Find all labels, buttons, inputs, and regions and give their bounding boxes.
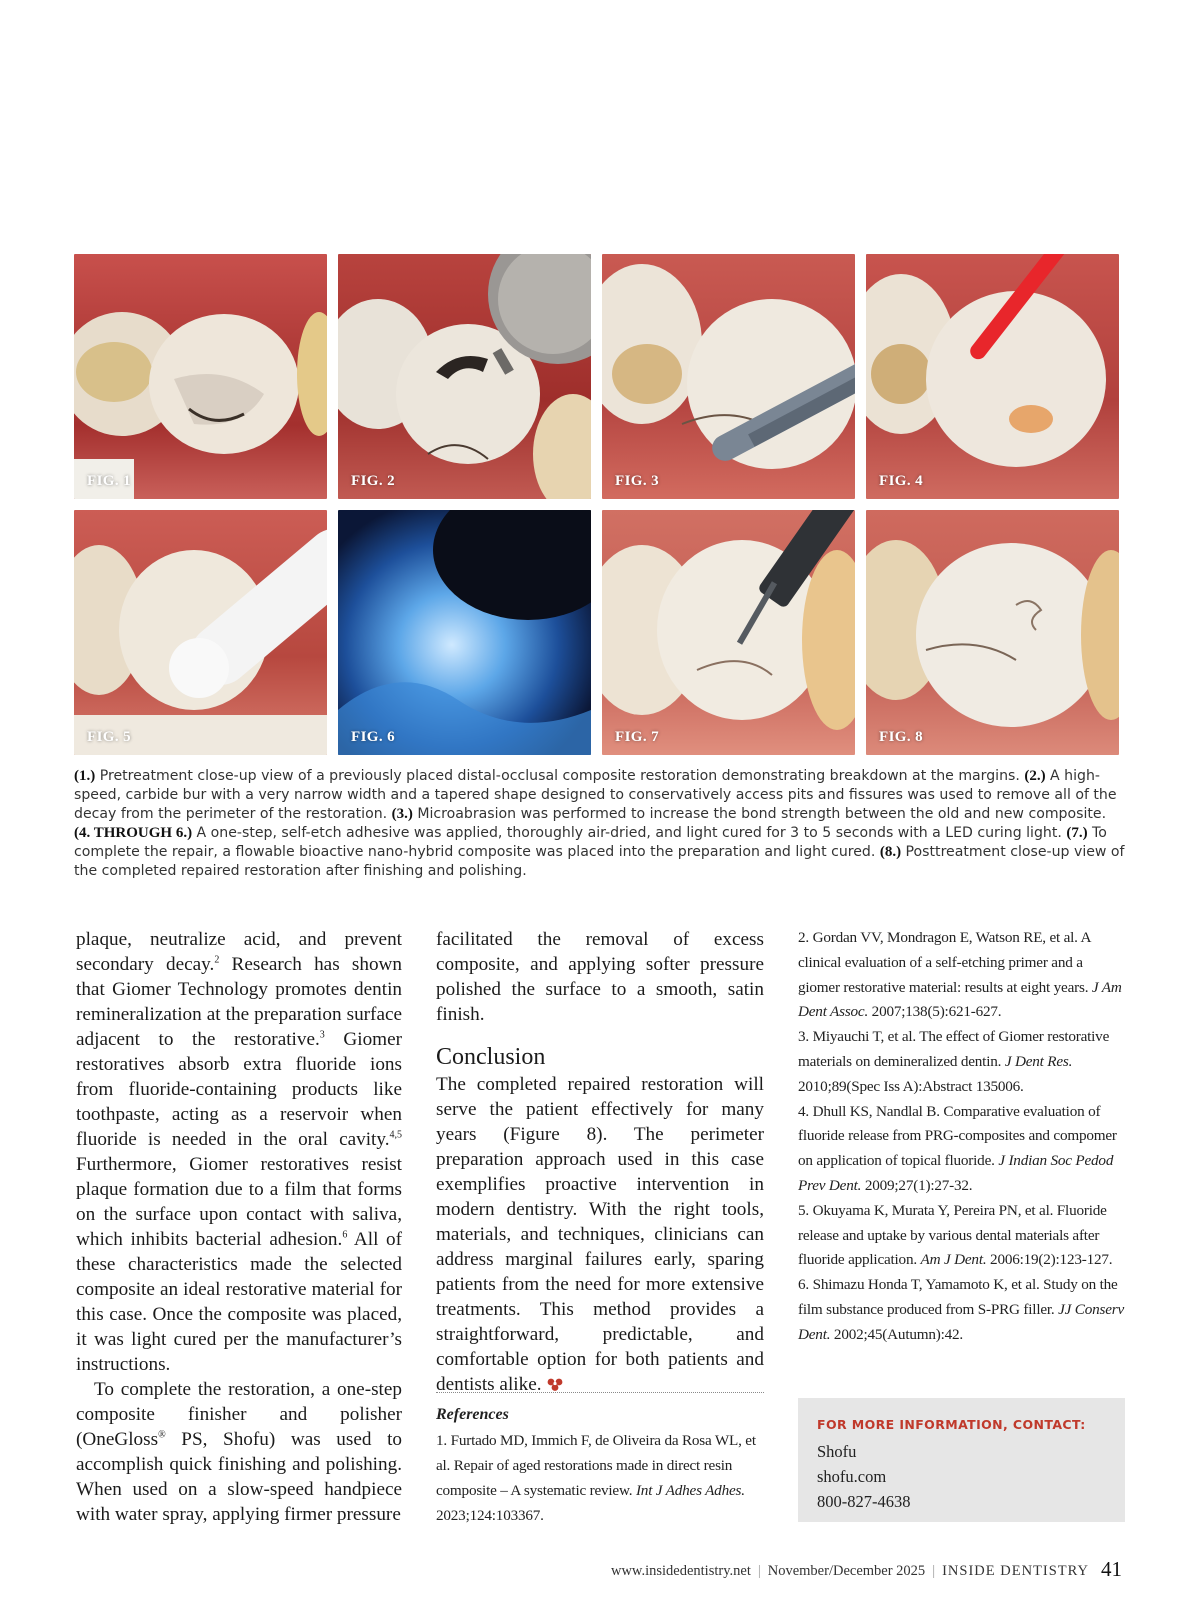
figure-label: FIG. 1 (87, 473, 132, 489)
footer-separator: | (932, 1563, 936, 1579)
page-number: 41 (1101, 1557, 1122, 1581)
contact-company: Shofu (817, 1442, 857, 1461)
figure-5-photo (74, 510, 327, 755)
figure-label: FIG. 4 (879, 473, 924, 489)
body-column-1 (76, 927, 402, 1527)
reference-item: 1. Furtado MD, Immich F, de Oliveira da Rosa WL, et al. Repair of aged restorations made in direct resin composite – A systematic review. Int J Adhes Adhes. 2023;124:103367. (436, 1432, 756, 1524)
figure-4-photo (866, 254, 1119, 499)
contact-box (798, 1398, 1125, 1522)
page-footer (611, 1557, 1122, 1582)
references-list-continued (798, 926, 1124, 1348)
body-column-2 (436, 927, 764, 1397)
body-paragraph: facilitated the removal of excess composite, and applying softer pressure polished the surface to a smooth, satin finish. (436, 929, 764, 1025)
figure-label: FIG. 8 (879, 729, 924, 745)
divider (436, 1392, 764, 1393)
figure-label: FIG. 6 (351, 729, 396, 745)
figure-label: FIG. 2 (351, 473, 396, 489)
footer-website-link[interactable]: www.insidedentistry.net (610, 1563, 751, 1579)
body-paragraph: plaque, neutralize acid, and prevent secondary decay.$^2$ Research has shown that Giomer Technology promotes dentin remineralization at the preparation surface adjacent to the restorative.$^3$ Giomer restoratives absorb extra fluoride ions from fluoride-containing products like toothpaste, acting as a reservoir when fluoride is needed in the oral cavity.$^{4,5}$ Furthermore, Giomer restoratives resist plaque formation due to a film that forms on the surface upon contact with saliva, which inhibits bacterial adhesion.$^6$ All of these characteristics made the selected composite an ideal restorative material for this case. Once the composite was placed, it was light cured per the manufacturer’s instructions. (76, 929, 402, 1375)
reference-item: 4. Dhull KS, Nandlal B. Comparative evaluation of fluoride release from PRG-composites and compomer on application of topical fluoride. J Indian Soc Pedod Prev Dent. 2009;27(1):27-32. (798, 1102, 1117, 1194)
figure-7-photo (602, 510, 855, 755)
figure-1-photo (74, 254, 327, 499)
contact-heading: FOR MORE INFORMATION, CONTACT: (817, 1417, 1086, 1432)
footer-publication: INSIDE DENTISTRY (942, 1563, 1089, 1579)
contact-phone: 800-827-4638 (817, 1492, 911, 1511)
contact-website-link[interactable]: shofu.com (817, 1467, 887, 1486)
figure-label: FIG. 5 (87, 729, 132, 745)
section-heading: Conclusion (436, 1044, 546, 1070)
figure-8-photo (866, 510, 1119, 755)
reference-item: 6. Shimazu Honda T, Yamamoto K, et al. Study on the film substance produced from S-PRG filler. JJ Conserv Dent. 2002;45(Autumn):42. (798, 1276, 1124, 1343)
end-mark-icon (546, 1377, 564, 1391)
figure-2-photo (338, 254, 591, 499)
figure-6-photo (338, 510, 591, 755)
body-paragraph: To complete the restoration, a one-step composite finisher and polisher (OneGloss® PS, Shofu) was used to accomplish quick finishing and polishing. When used on a slow-speed handpiece with water spray, applying firmer pressure (76, 1379, 402, 1525)
references-list (436, 1428, 764, 1528)
figure-label: FIG. 3 (615, 473, 660, 489)
footer-issue: November/December 2025 (767, 1563, 926, 1579)
figure-3-photo (602, 254, 855, 499)
reference-item: 2. Gordan VV, Mondragon E, Watson RE, et al. A clinical evaluation of a self-etching primer and a giomer restorative material: results at eight years. J Am Dent Assoc. 2007;138(5):621-627. (798, 929, 1122, 1021)
figure-label: FIG. 7 (615, 729, 660, 745)
figure-caption: (1.) Pretreatment close-up view of a previously placed distal-occlusal composite restoration demonstrating breakdown at the margins. (2.) A high-speed, carbide bur with a very narrow width and a tapered shape designed to conservatively access pits and fissures was used to remove all of the decay from the perimeter of the restoration. (3.) Microabrasion was performed to increase the bond strength between the old and new composite. (4. THROUGH 6.) A one-step, self-etch adhesive was applied, thoroughly air-dried, and light cured for 3 to 5 seconds with a LED curing light. (7.) To complete the repair, a flowable bioactive nano-hybrid composite was placed into the preparation and light cured. (8.) Posttreatment close-up view of the completed repaired restoration after finishing and polishing. (74, 768, 1125, 879)
body-paragraph: The completed repaired restoration will serve the patient effectively for many years (Figure 8). The perimeter preparation approach used in this case exemplifies proactive intervention in modern dentistry. With the right tools, materials, and techniques, clinicians can address marginal failures early, sparing patients from the need for more extensive treatments. This method provides a straightforward, predictable, and comfortable option for both patients and dentists alike. (436, 1074, 764, 1395)
footer-separator: | (757, 1563, 761, 1579)
reference-item: 5. Okuyama K, Murata Y, Pereira PN, et al. Fluoride release and uptake by various dental materials after fluoride application. Am J Dent. 2006:19(2):123-127. (798, 1201, 1113, 1269)
references-heading: References (436, 1406, 509, 1423)
reference-item: 3. Miyauchi T, et al. The effect of Giomer restorative materials on demineralized dentin. J Dent Res. 2010;89(Spec Iss A):Abstract 135006. (798, 1028, 1110, 1095)
